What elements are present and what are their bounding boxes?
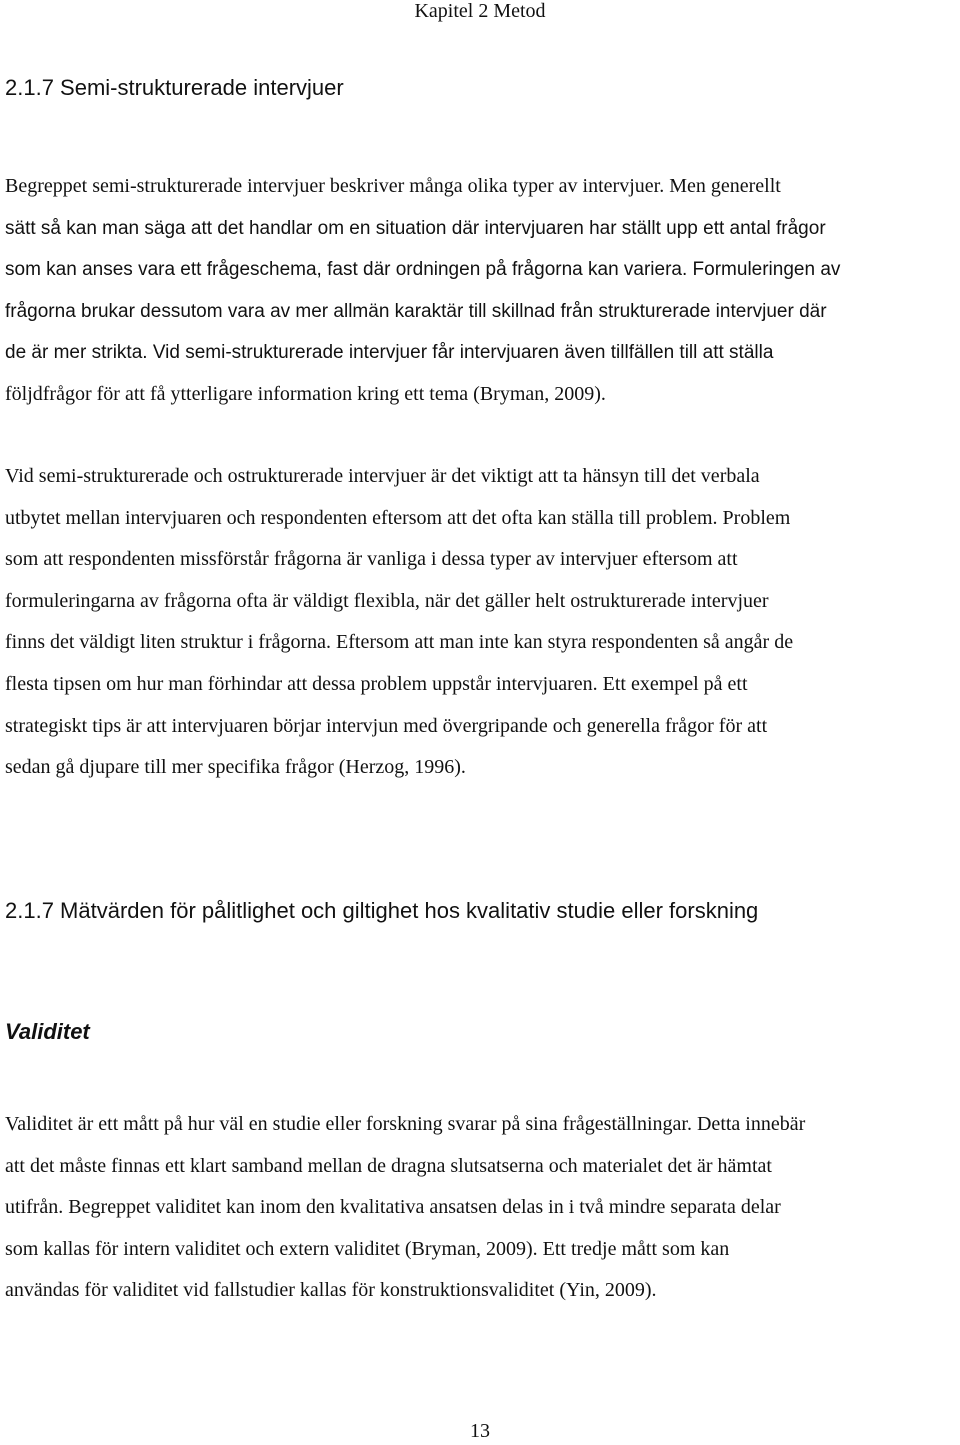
text-line: finns det väldigt liten struktur i frågorna. Eftersom att man inte kan styra respondenten så angår de [5,631,794,654]
text-line: formuleringarna av frågorna ofta är väldigt flexibla, när det gäller helt ostrukturerade intervjuer [5,589,769,612]
text-line: att det måste finnas ett klart samband mellan de dragna slutsatserna och materialet det är hämtat [5,1154,772,1177]
paragraph-semi-strukturerade-intro [5,166,840,416]
section-heading-semi-strukturerade-intervjuer: 2.1.7 Semi-strukturerade intervjuer [5,75,344,100]
text-line: användas för validitet vid fallstudier kallas för konstruktionsvaliditet (Yin, 2009). [5,1279,657,1302]
text-line: följdfrågor för att få ytterligare information kring ett tema (Bryman, 2009). [5,382,606,405]
text-line: som kan anses vara ett frågeschema, fast där ordningen på frågorna kan variera. Formuleringen av [5,259,841,281]
section-heading-matvarden: 2.1.7 Mätvärden för pålitlighet och giltighet hos kvalitativ studie eller forskning [5,898,759,923]
running-header: Kapitel 2 Metod [414,0,546,22]
text-line: de är mer strikta. Vid semi-strukturerade intervjuer får intervjuaren även tillfällen till att ställa [5,342,774,364]
paragraph-verbala-utbytet [5,456,793,789]
subheading-validitet: Validitet [5,1019,90,1044]
text-line: som kallas för intern validitet och extern validitet (Bryman, 2009). Ett tredje mått som kan [5,1237,730,1260]
text-line: sedan gå djupare till mer specifika frågor (Herzog, 1996). [5,756,466,779]
text-line: strategiskt tips är att intervjuaren börjar intervjun med övergripande och generella frågor för att [5,714,768,737]
page-number: 13 [470,1420,490,1442]
text-line: frågorna brukar dessutom vara av mer allmän karaktär till skillnad från strukturerade intervjuer där [5,300,827,322]
text-line: som att respondenten missförstår frågorna är vanliga i dessa typer av intervjuer eftersom att [5,548,738,571]
text-line: sätt så kan man säga att det handlar om en situation där intervjuaren har ställt upp ett antal frågor [5,217,826,239]
text-line: Begreppet semi-strukturerade intervjuer beskriver många olika typer av intervjuer. Men generellt [5,175,781,197]
text-line: flesta tipsen om hur man förhindar att dessa problem uppstår intervjuaren. Ett exempel på ett [5,672,748,695]
text-line: utifrån. Begreppet validitet kan inom den kvalitativa ansatsen delas in i två mindre separata delar [5,1196,781,1219]
paragraph-validitet [5,1104,805,1312]
text-line: Vid semi-strukturerade och ostrukturerade intervjuer är det viktigt att ta hänsyn till det verbala [5,465,760,487]
text-line: utbytet mellan intervjuaren och respondenten eftersom att det ofta kan ställa till problem. Problem [5,506,791,529]
text-line: Validitet är ett mått på hur väl en studie eller forskning svarar på sina frågeställningar. Detta innebär [5,1113,806,1135]
